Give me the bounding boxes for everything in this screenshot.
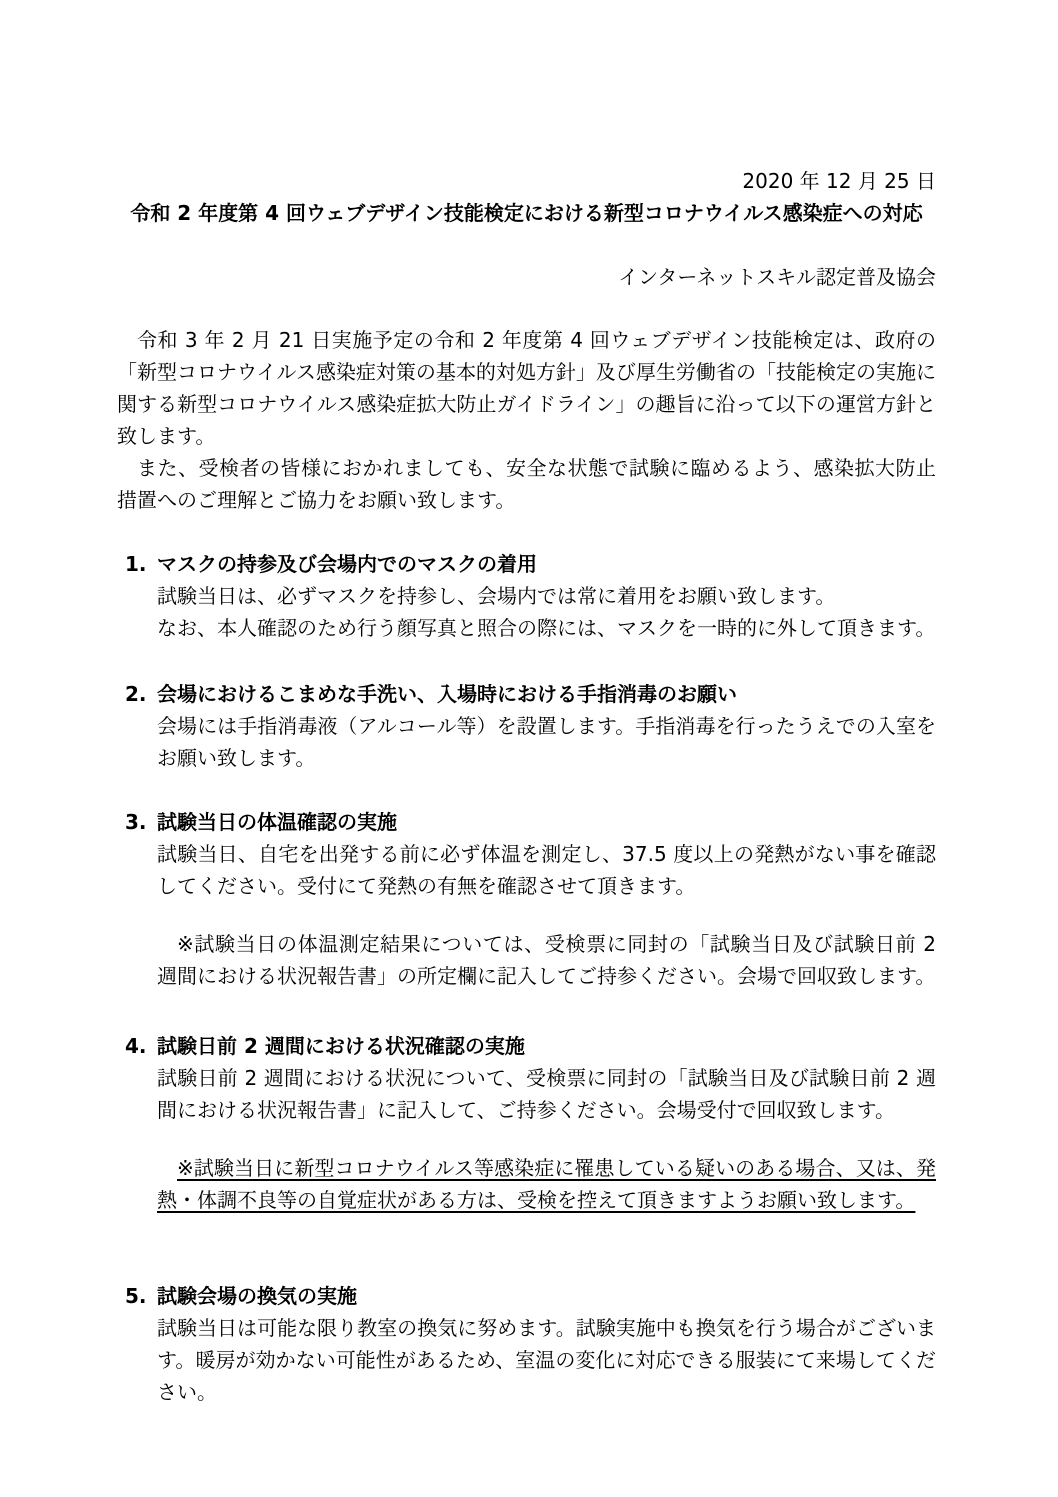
section-mask bbox=[117, 548, 936, 644]
section-heading: 会場におけるこまめな手洗い、入場時における手指消毒のお願い bbox=[157, 682, 737, 706]
section-paragraph: 会場には手指消毒液（アルコール等）を設置します。手指消毒を行ったうえでの入室をお願い致します。 bbox=[157, 714, 936, 770]
intro-paragraph-2: また、受検者の皆様におかれましても、安全な状態で試験に臨めるよう、感染拡大防止措置へのご理解とご協力をお願い致します。 bbox=[117, 456, 936, 512]
section-number: 3. bbox=[125, 810, 147, 834]
section-heading: 試験当日の体温確認の実施 bbox=[157, 810, 397, 834]
section-content bbox=[157, 806, 936, 992]
section-hand-sanitizing bbox=[117, 678, 936, 774]
section-note: ※試験当日の体温測定結果については、受検票に同封の「試験当日及び試験日前 2 週間における状況報告書」の所定欄に記入してご持参ください。会場で回収致します。 bbox=[157, 932, 936, 988]
organization-name: インターネットスキル認定普及協会 bbox=[618, 265, 936, 289]
section-number: 4. bbox=[125, 1034, 147, 1058]
intro-block bbox=[117, 324, 936, 516]
section-ventilation bbox=[117, 1280, 936, 1408]
document-title: 令和 2 年度第 4 回ウェブデザイン技能検定における新型コロナウイルス感染症への対応 bbox=[130, 201, 923, 225]
section-heading: 試験会場の換気の実施 bbox=[157, 1284, 357, 1308]
section-heading: 試験日前 2 週間における状況確認の実施 bbox=[157, 1034, 525, 1058]
section-content bbox=[157, 548, 936, 644]
section-note-underlined: ※試験当日に新型コロナウイルス等感染症に罹患している疑いのある場合、又は、発熱・体調不良等の自覚症状がある方は、受検を控えて頂きますようお願い致します。 bbox=[157, 1156, 936, 1212]
section-content bbox=[157, 1280, 936, 1408]
section-prior-two-weeks-status bbox=[117, 1030, 936, 1216]
section-temperature-check bbox=[117, 806, 936, 992]
section-paragraph: 試験当日、自宅を出発する前に必ず体温を測定し、37.5 度以上の発熱がない事を確認してください。受付にて発熱の有無を確認させて頂きます。 bbox=[157, 842, 936, 898]
section-paragraph: 試験当日は可能な限り教室の換気に努めます。試験実施中も換気を行う場合がございます。暖房が効かない可能性があるため、室温の変化に対応できる服装にて来場してください。 bbox=[157, 1316, 936, 1404]
section-number: 5. bbox=[125, 1284, 147, 1308]
section-content bbox=[157, 678, 936, 774]
section-paragraph: なお、本人確認のため行う顔写真と照合の際には、マスクを一時的に外して頂きます。 bbox=[157, 616, 936, 640]
section-number: 1. bbox=[125, 552, 147, 576]
intro-paragraph-1: 令和 3 年 2 月 21 日実施予定の令和 2 年度第 4 回ウェブデザイン技能検定は、政府の「新型コロナウイルス感染症対策の基本的対処方針」及び厚生労働省の「技能検定の実施に関する新型コロナウイルス感染症拡大防止ガイドライン」の趣旨に沿って以下の運営方針と致します。 bbox=[117, 328, 936, 448]
document-date: 2020 年 12 月 25 日 bbox=[742, 169, 936, 193]
section-paragraph: 試験日前 2 週間における状況について、受検票に同封の「試験当日及び試験日前 2 週間における状況報告書」に記入して、ご持参ください。会場受付で回収致します。 bbox=[157, 1066, 936, 1122]
section-content bbox=[157, 1030, 936, 1216]
section-paragraph: 試験当日は、必ずマスクを持参し、会場内では常に着用をお願い致します。 bbox=[157, 584, 836, 608]
section-heading: マスクの持参及び会場内でのマスクの着用 bbox=[157, 552, 537, 576]
section-number: 2. bbox=[125, 682, 147, 706]
